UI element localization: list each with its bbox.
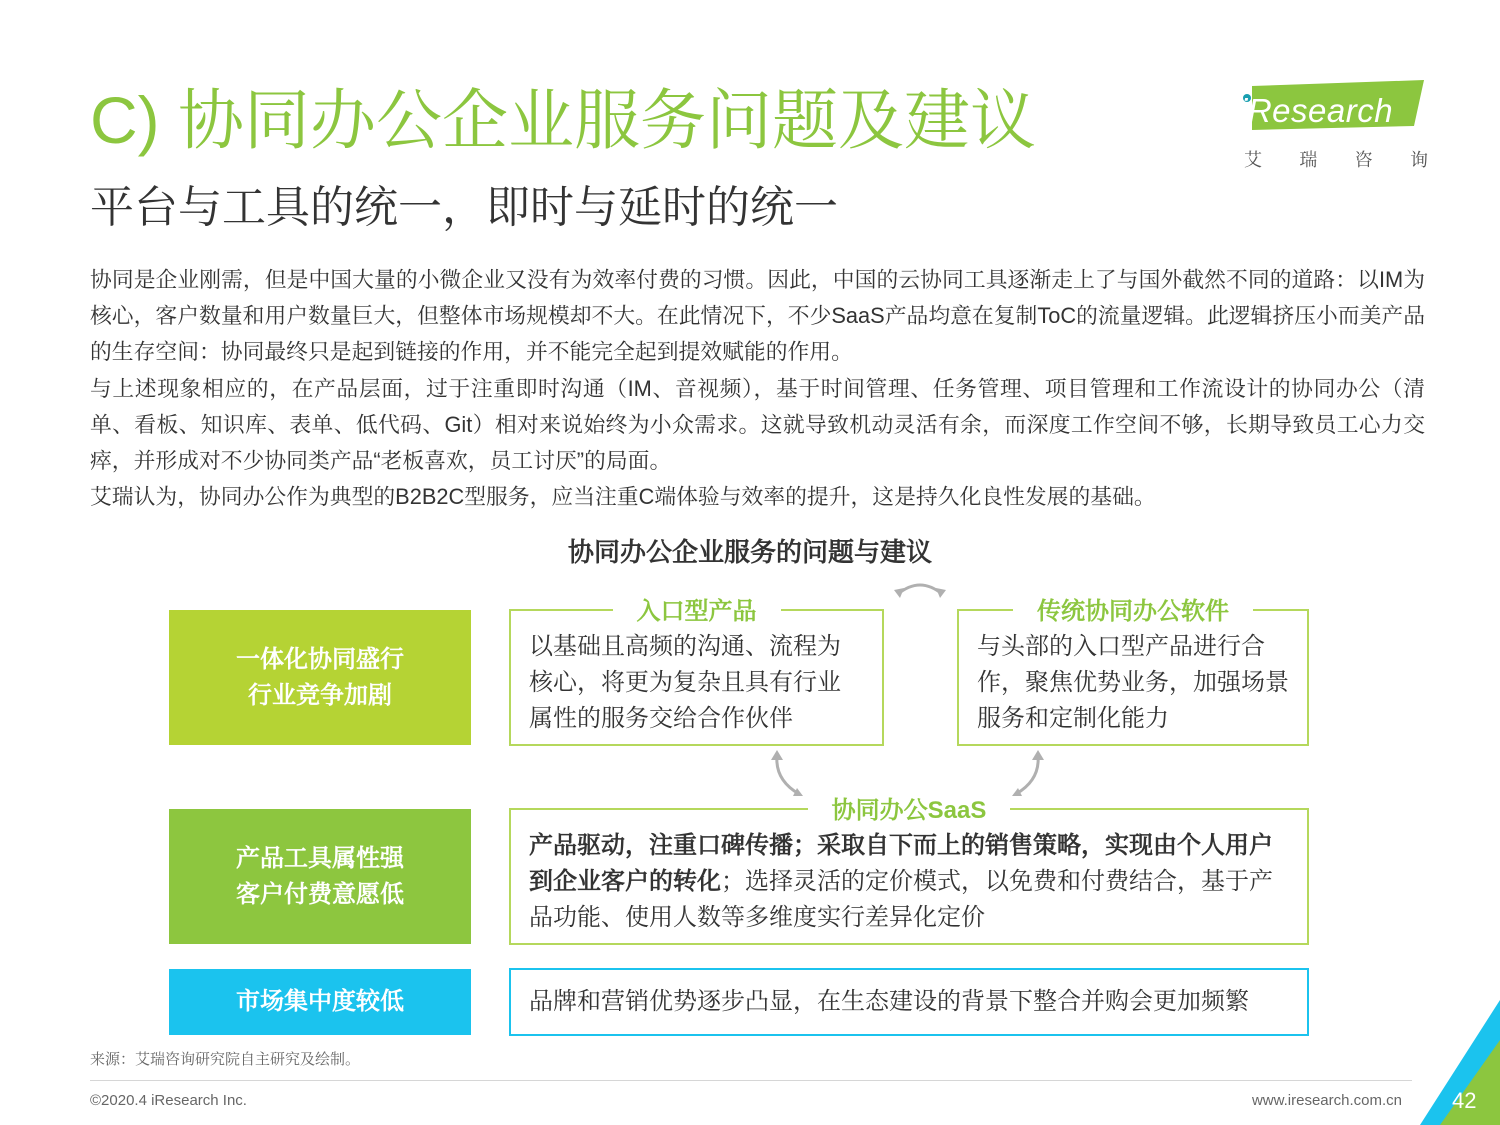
body-text: [90, 262, 1425, 515]
issue-line: 一体化协同盛行: [236, 645, 404, 673]
card-text: 以基础且高频的沟通、流程为核心，将更为复杂且具有行业属性的服务交给合作伙伴: [529, 633, 841, 732]
card-entry-product: [509, 598, 884, 746]
two-way-arrow-icon: [1010, 750, 1050, 800]
card-text: 品牌和营销优势逐步凸显，在生态建设的背景下整合并购会更加频繁: [529, 988, 1249, 1015]
page-title: C) 协同办公企业服务问题及建议: [90, 83, 1036, 157]
issue-line: 行业竞争加剧: [248, 681, 392, 709]
paragraph: 艾瑞认为，协同办公作为典型的B2B2C型服务，应当注重C端体验与效率的提升，这是持久化良性发展的基础。: [90, 484, 1156, 510]
issue-line: 市场集中度较低: [236, 988, 404, 1015]
page-number: 42: [1452, 1088, 1477, 1113]
logo-char: 询: [1409, 150, 1428, 170]
issue-box-integration: [169, 610, 471, 745]
card-normal-text: ；选择灵活的定价模式，以免费和付费结合，基于产品功能、使用人数等多维度实行差异化定价: [529, 868, 1273, 931]
logo-wordmark: iResearch: [1240, 92, 1394, 129]
logo-chinese: [1238, 146, 1428, 172]
card-saas: [509, 797, 1309, 945]
logo-char: 瑞: [1299, 150, 1318, 170]
card-traditional-software: [957, 598, 1309, 746]
issue-box-product-tool: [169, 809, 471, 944]
card-text: 与头部的入口型产品进行合作，聚焦优势业务，加强场景服务和定制化能力: [977, 633, 1289, 732]
card-heading: 协同办公SaaS: [808, 797, 1011, 824]
copyright: ©2020.4 iResearch Inc.: [90, 1092, 247, 1109]
two-way-arrow-icon: [890, 572, 950, 602]
two-way-arrow-icon: [765, 750, 805, 800]
issue-line: 产品工具属性强: [236, 844, 404, 872]
card-heading: 入口型产品: [613, 598, 781, 625]
footer-divider: [90, 1080, 1412, 1081]
paragraph: 协同是企业刚需，但是中国大量的小微企业又没有为效率付费的习惯。因此，中国的云协同工具逐渐走上了与国外截然不同的道路：以IM为核心，客户数量和用户数量巨大，但整体市场规模却不大。在此情况下，不少SaaS产品均意在复制ToC的流量逻辑。此逻辑挤压小而美产品的生存空间：协同最终只是起到链接的作用，并不能完全起到提效赋能的作用。: [90, 267, 1425, 365]
website-url: www.iresearch.com.cn: [1251, 1092, 1402, 1109]
issue-line: 客户付费意愿低: [236, 880, 404, 908]
issue-box-market: [169, 969, 471, 1035]
paragraph: 与上述现象相应的，在产品层面，过于注重即时沟通（IM、音视频），基于时间管理、任务管理、项目管理和工作流设计的协同办公（清单、看板、知识库、表单、低代码、Git）相对来说始终为小众需求。这就导致机动灵活有余，而深度工作空间不够，长期导致员工心力交瘁，并形成对不少协同类产品“老板喜欢，员工讨厌”的局面。: [90, 375, 1425, 474]
card-heading: 传统协同办公软件: [1013, 598, 1253, 625]
card-bold-text: 产品驱动，注重口碑传播；采取自下而上的销售策略，实现由个人用户到企业客户的转化: [529, 832, 1273, 895]
diagram-title: 协同办公企业服务的问题与建议: [567, 537, 932, 567]
page-subtitle: 平台与工具的统一，即时与延时的统一: [90, 183, 838, 232]
logo-char: 艾: [1244, 150, 1262, 170]
source-note: 来源：艾瑞咨询研究院自主研究及绘制。: [90, 1051, 361, 1068]
card-market: [509, 968, 1309, 1036]
logo-char: 咨: [1354, 150, 1373, 170]
iresearch-logo: [1238, 80, 1428, 172]
card-text: [529, 828, 1289, 936]
